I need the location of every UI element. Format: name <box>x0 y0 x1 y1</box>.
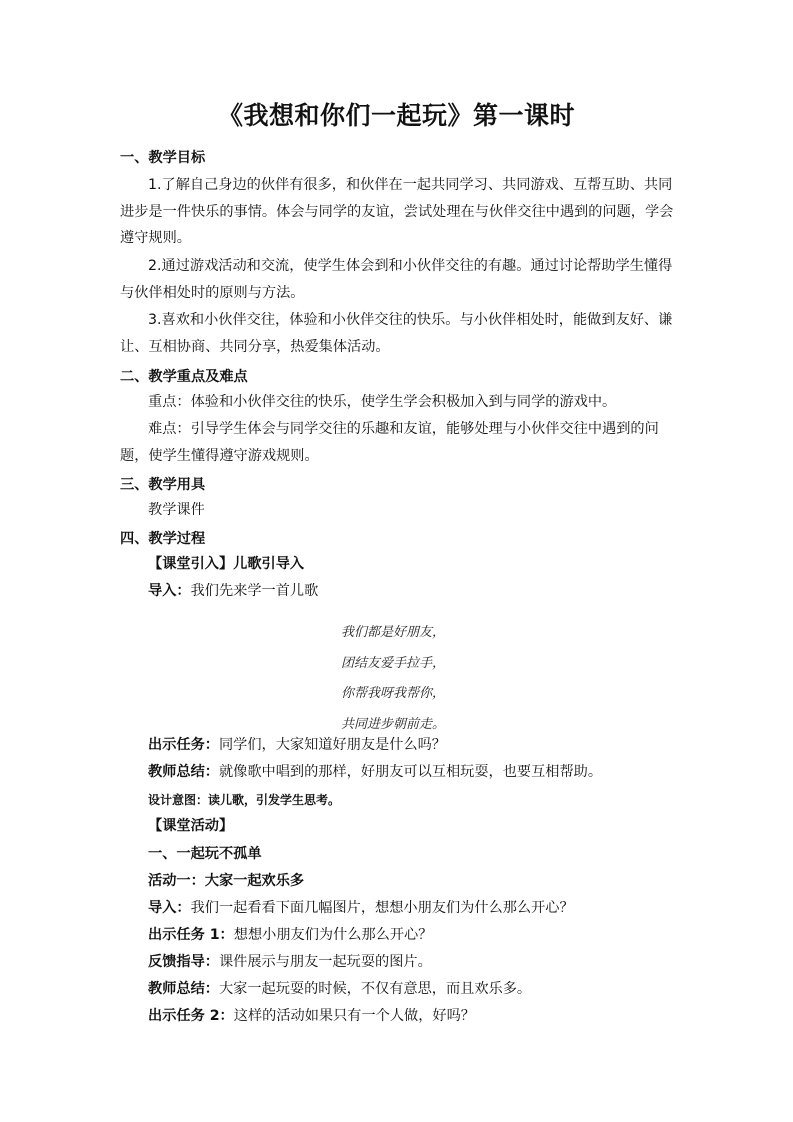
paragraph: 重点：体验和小伙伴交往的快乐，使学生学会积极加入到与同学的游戏中。 <box>148 394 617 410</box>
label: 反馈指导： <box>148 954 219 970</box>
poem <box>341 618 541 740</box>
difficult-point <box>120 416 680 469</box>
act1-task2-row <box>120 1004 680 1028</box>
intro-title-row <box>120 552 680 576</box>
section-teaching-aids <box>120 474 680 496</box>
text: 我们先来学一首儿歌 <box>190 583 319 599</box>
act1-summary-row <box>120 977 680 1001</box>
objective-1 <box>120 172 680 252</box>
text: 课件展示与朋友一起玩耍的图片。 <box>218 954 432 970</box>
task-row <box>120 733 680 757</box>
section-heading: 二、教学重点及难点 <box>120 369 248 385</box>
section-objectives <box>120 147 680 169</box>
section-key-points <box>120 366 680 388</box>
poem-line: 共同进步朝前走。 <box>341 716 446 732</box>
act1-task1-row <box>120 923 680 947</box>
paragraph: 1.了解自己身边的伙伴有很多，和伙伴在一起共同学习、共同游戏、互帮互助、共同进步是一件快乐的事情。体会与同学的友谊，尝试处理在与伙伴交往中遇到的问题，学会遵守规则。 <box>120 177 674 247</box>
label: 教师总结： <box>148 764 219 780</box>
act1-intro-row <box>120 896 680 920</box>
objective-2 <box>120 253 680 306</box>
label: 教师总结： <box>148 981 219 997</box>
text: 想想小朋友们为什么那么开心？ <box>233 927 433 943</box>
teaching-aid-item <box>120 497 680 524</box>
design-note: 设计意图：读儿歌，引发学生思考。 <box>148 793 341 807</box>
sub1-row <box>120 842 680 866</box>
intro-row <box>120 579 680 603</box>
paragraph: 2.通过游戏活动和交流，使学生体会到和小伙伴交往的有趣。通过讨论帮助学生懂得与伙伴相处时的原则与方法。 <box>120 258 673 301</box>
act1-feedback-row <box>120 950 680 974</box>
key-point <box>120 389 680 416</box>
subsection-title: 【课堂引入】儿歌引导入 <box>148 556 305 572</box>
paragraph: 3.喜欢和小伙伴交往，体验和小伙伴交往的快乐。与小伙伴相处时，能做到友好、谦让、互相协商、共同分享，热爱集体活动。 <box>120 312 673 355</box>
text: 大家一起玩耍的时候，不仅有意思，而且欢乐多。 <box>218 981 532 997</box>
section-process <box>120 528 680 550</box>
design-note-row <box>120 788 680 812</box>
act1-row <box>120 869 680 893</box>
label: 出示任务 1： <box>148 927 234 943</box>
document-title: 《我想和你们一起玩》第一课时 <box>217 101 575 130</box>
activity-title: 活动一：大家一起欢乐多 <box>148 873 305 889</box>
summary-row <box>120 760 680 784</box>
poem-line: 我们都是好朋友， <box>341 625 446 640</box>
objective-3 <box>120 307 680 360</box>
label: 出示任务 2： <box>148 1008 234 1024</box>
paragraph: 教学课件 <box>148 502 205 518</box>
text: 我们一起看看下面几幅图片，想想小朋友们为什么那么开心？ <box>190 900 574 916</box>
poem-line: 你帮我呀我帮你， <box>341 686 446 701</box>
section-heading: 一、教学目标 <box>120 150 206 166</box>
label: 导入： <box>148 900 191 916</box>
subsection-title: 【课堂活动】 <box>148 818 234 834</box>
section-heading: 三、教学用具 <box>120 477 206 493</box>
activity-title-row <box>120 814 680 838</box>
poem-line: 团结友爱手拉手， <box>341 655 446 671</box>
label: 出示任务： <box>148 737 219 753</box>
text: 就像歌中唱到的那样，好朋友可以互相玩耍，也要互相帮助。 <box>218 764 603 780</box>
text: 这样的活动如果只有一个人做，好吗？ <box>233 1008 475 1024</box>
paragraph: 难点：引导学生体会与同学交往的乐趣和友谊，能够处理与小伙伴交往中遇到的问题，使学生懂得遵守游戏规则。 <box>120 421 659 464</box>
label: 导入： <box>148 583 191 599</box>
text: 同学们，大家知道好朋友是什么吗？ <box>218 737 446 753</box>
subsection-title: 一、一起玩不孤单 <box>148 846 262 862</box>
section-heading: 四、教学过程 <box>120 531 206 547</box>
